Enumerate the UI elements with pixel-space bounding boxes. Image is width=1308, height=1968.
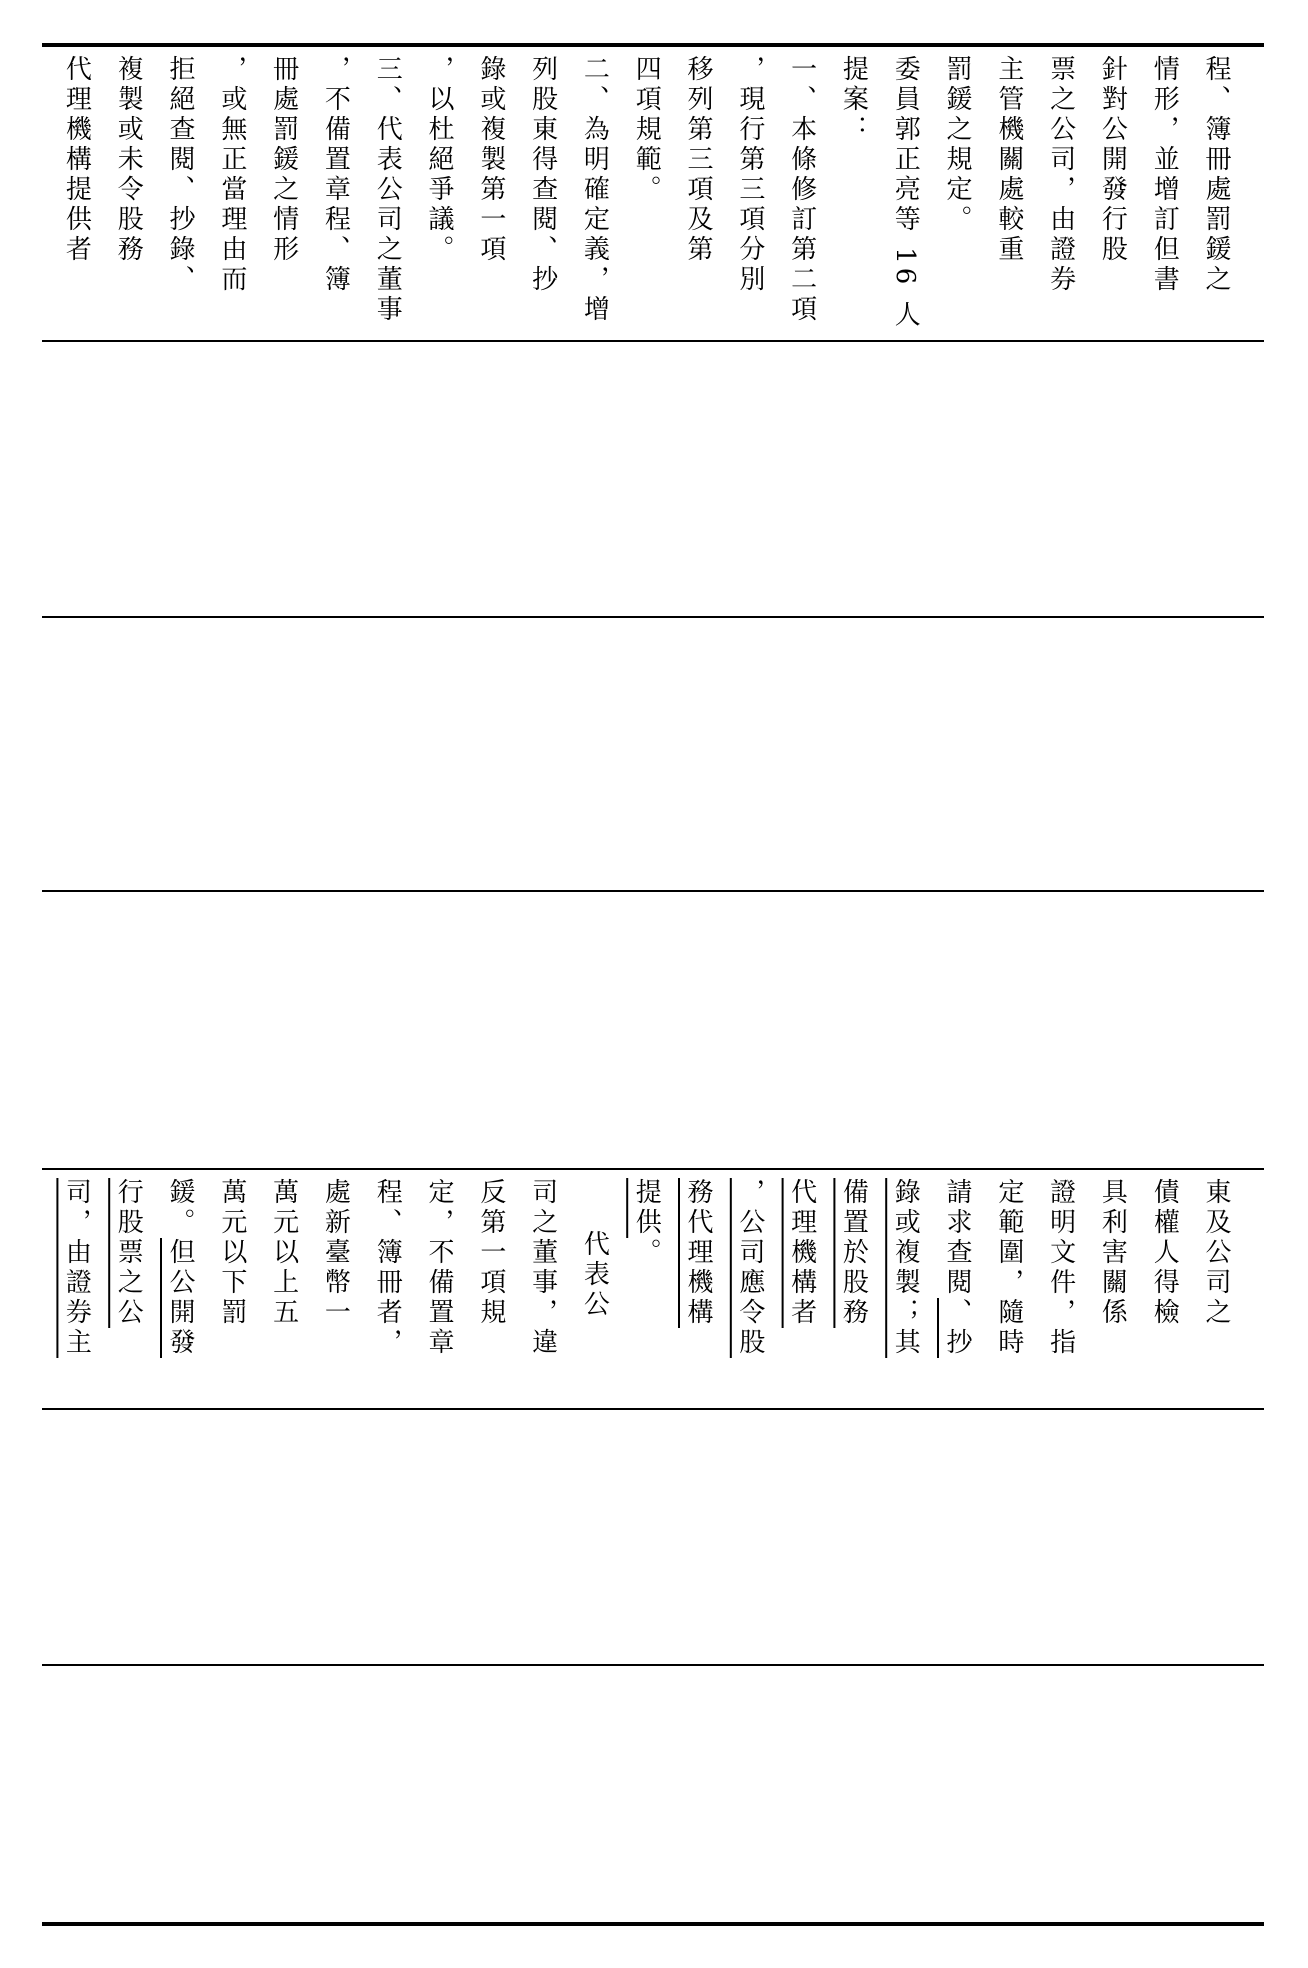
article-column bbox=[1196, 1178, 1236, 1328]
article-column bbox=[730, 1178, 770, 1358]
text-segment: 請求查閱 bbox=[942, 1178, 972, 1298]
explanation-column: 冊處罰鍰之情形 bbox=[268, 55, 299, 265]
explanation-column: 票之公司，由證券 bbox=[1045, 55, 1076, 295]
explanation-column: ，或無正當理由而 bbox=[216, 55, 247, 295]
explanation-column: 移列第三項及第 bbox=[683, 55, 713, 265]
article-text-cell bbox=[42, 1178, 1264, 1403]
bottom-border bbox=[42, 1922, 1264, 1926]
amended-text-segment: 但公開發 bbox=[165, 1238, 195, 1358]
article-column bbox=[56, 1178, 96, 1358]
article-column bbox=[989, 1178, 1029, 1358]
article-column bbox=[212, 1178, 252, 1328]
article-column bbox=[315, 1178, 355, 1328]
explanation-column: 列股東得查閱、抄 bbox=[527, 55, 558, 295]
amended-text-segment: 務代理機構 bbox=[683, 1178, 713, 1328]
article-column bbox=[574, 1178, 614, 1320]
article-column bbox=[885, 1178, 925, 1358]
explanation-column: ，不備置章程、簿 bbox=[320, 55, 351, 295]
article-column bbox=[1041, 1178, 1081, 1358]
amended-text-segment: ，公司應令股 bbox=[734, 1178, 765, 1358]
explanation-column: 一、本條修訂第二項 bbox=[786, 55, 817, 325]
text-segment: 定，不備置章 bbox=[424, 1178, 454, 1358]
explanation-column: ，現行第三項分別 bbox=[734, 55, 765, 295]
article-column bbox=[264, 1178, 304, 1328]
article-column bbox=[160, 1178, 200, 1358]
article-text bbox=[42, 1178, 1264, 1403]
row-divider bbox=[42, 890, 1264, 892]
explanation-column: 提案： bbox=[838, 55, 869, 145]
text-segment: 債權人得檢 bbox=[1149, 1178, 1180, 1328]
article-column bbox=[937, 1178, 977, 1358]
text-segment: 反第一項規 bbox=[475, 1178, 506, 1328]
article-column bbox=[1144, 1178, 1184, 1328]
row-divider bbox=[42, 616, 1264, 618]
explanation-column: 程、簿冊處罰鍰之 bbox=[1201, 55, 1231, 295]
explanation-column: 罰鍰之規定。 bbox=[942, 55, 972, 235]
explanation-column: 二、為明確定義，增 bbox=[579, 55, 610, 325]
amended-text-segment: 行股票之公 bbox=[113, 1178, 144, 1328]
article-column bbox=[419, 1178, 459, 1358]
explanation-cell bbox=[42, 55, 1264, 335]
amended-text-segment: 提供 bbox=[631, 1178, 662, 1238]
article-column bbox=[678, 1178, 718, 1328]
explanation-column: ，以杜絕爭議。 bbox=[424, 55, 454, 265]
text-segment: 具利害關係 bbox=[1097, 1178, 1128, 1328]
explanation-column: 針對公開發行股 bbox=[1097, 55, 1128, 265]
article-column bbox=[367, 1178, 407, 1358]
text-segment: 程、簿冊者， bbox=[372, 1178, 403, 1358]
explanation-column: 拒絕查閱、抄錄、 bbox=[165, 55, 195, 295]
amended-text-segment: 、抄 bbox=[942, 1298, 972, 1358]
article-column bbox=[782, 1178, 822, 1328]
text-segment: 定範圍，隨時 bbox=[993, 1178, 1024, 1358]
top-border bbox=[42, 43, 1264, 47]
amended-text-segment: 代理機構者 bbox=[786, 1178, 817, 1328]
explanation-column: 複製或未令股務 bbox=[113, 55, 144, 265]
explanation-column: 三、代表公司之董事 bbox=[372, 55, 403, 325]
explanation-column: 情形，並增訂但書 bbox=[1149, 55, 1180, 295]
article-column bbox=[833, 1178, 873, 1328]
row-divider bbox=[42, 340, 1264, 342]
text-segment: 。 bbox=[631, 1238, 662, 1268]
article-column bbox=[108, 1178, 148, 1328]
amended-text-segment: 錄或複製；其 bbox=[890, 1178, 921, 1358]
text-segment: 萬元以上五 bbox=[268, 1178, 299, 1328]
explanation-column: 代理機構提供者 bbox=[61, 55, 92, 265]
text-segment: 代表公 bbox=[579, 1230, 610, 1320]
explanation-column: 四項規範。 bbox=[631, 55, 662, 205]
row-divider bbox=[42, 1168, 1264, 1170]
row-divider bbox=[42, 1664, 1264, 1666]
text-segment: 處新臺幣一 bbox=[320, 1178, 351, 1328]
article-column bbox=[1092, 1178, 1132, 1328]
article-column bbox=[626, 1178, 666, 1268]
text-segment: 萬元以下罰 bbox=[216, 1178, 247, 1328]
article-column bbox=[523, 1178, 563, 1358]
amended-text-segment: 備置於股務 bbox=[838, 1178, 869, 1328]
text-segment: 司之董事，違 bbox=[527, 1178, 558, 1358]
article-column bbox=[471, 1178, 511, 1328]
explanation-column: 錄或複製第一項 bbox=[475, 55, 506, 265]
explanation-text bbox=[42, 55, 1264, 335]
text-segment: 東及公司之 bbox=[1201, 1178, 1231, 1328]
explanation-column: 委員郭正亮等 16 人 bbox=[890, 55, 921, 331]
amended-text-segment: 司，由證券主 bbox=[61, 1178, 92, 1358]
text-segment: 鍰。 bbox=[165, 1178, 195, 1238]
explanation-column: 主管機關處較重 bbox=[993, 55, 1024, 265]
row-divider bbox=[42, 1408, 1264, 1410]
text-segment: 證明文件，指 bbox=[1045, 1178, 1076, 1358]
